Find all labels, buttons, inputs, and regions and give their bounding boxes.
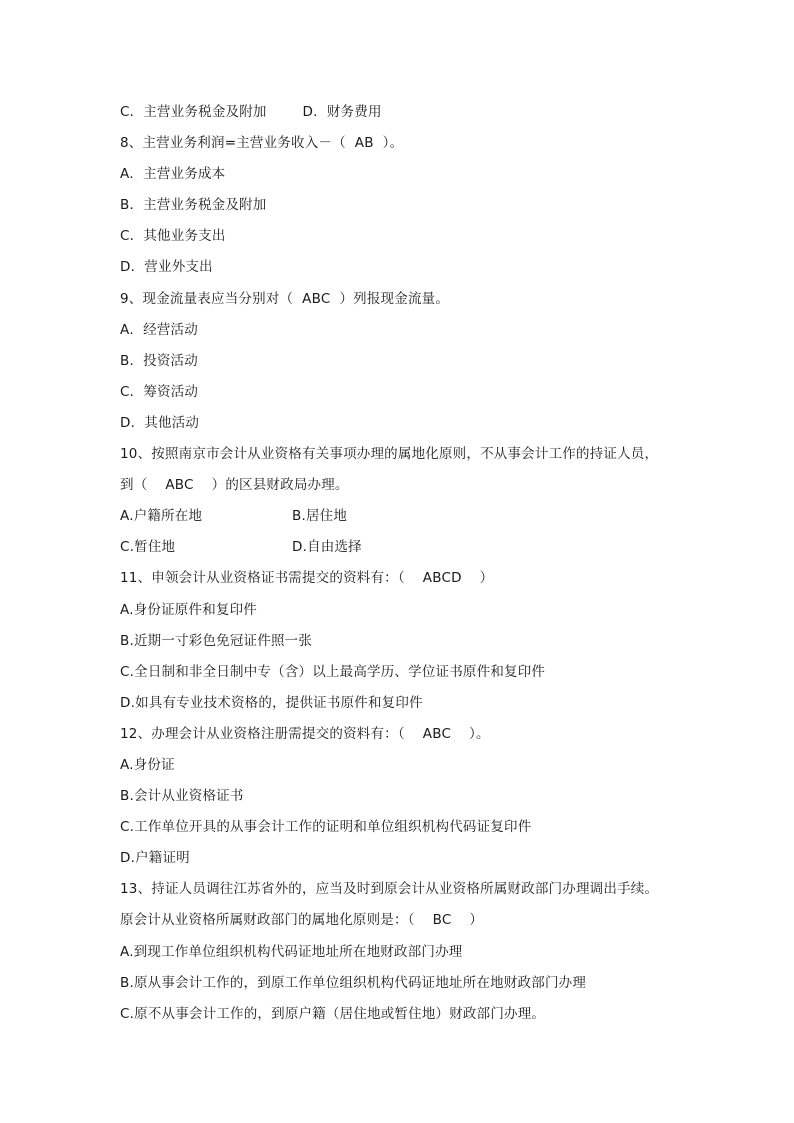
text-line: D．营业外支出	[120, 259, 213, 276]
text-line: B.近期一寸彩色免冠证件照一张	[120, 632, 313, 649]
text-line: A.到现工作单位组织机构代码证地址所在地财政部门办理	[120, 943, 463, 960]
text-line: 原会计从业资格所属财政部门的属地化原则是：（ BC ）	[120, 912, 484, 929]
text-line: A．主营业务成本	[120, 166, 226, 183]
text-line: 10、按照南京市会计从业资格有关事项办理的属地化原则，不从事会计工作的持证人员，	[120, 446, 659, 463]
text-line: B．投资活动	[120, 352, 198, 369]
text-line: B．主营业务税金及附加	[120, 197, 267, 214]
text-line: 8、主营业务利润=主营业务收入－（ AB ）。	[120, 135, 404, 152]
text-line: C.工作单位开具的从事会计工作的证明和单位组织机构代码证复印件	[120, 819, 532, 836]
text-line: A.户籍所在地 B.居住地	[120, 508, 348, 525]
text-line: C.暂住地 D.自由选择	[120, 539, 362, 556]
text-line: 到（ ABC ）的区县财政局办理。	[120, 477, 349, 494]
text-line: D.户籍证明	[120, 850, 190, 867]
text-line: A．经营活动	[120, 321, 198, 338]
document-body	[120, 100, 680, 1033]
text-line: A.身份证原件和复印件	[120, 601, 257, 618]
text-line: 12、办理会计从业资格注册需提交的资料有：（ ABC ）。	[120, 725, 490, 742]
text-line: B.会计从业资格证书	[120, 788, 244, 805]
text-line: C.原不从事会计工作的，到原户籍（居住地或暂住地）财政部门办理。	[120, 1005, 546, 1022]
text-line: 13、持证人员调往江苏省外的，应当及时到原会计从业资格所属财政部门办理调出手续。	[120, 881, 659, 898]
text-line: D．其他活动	[120, 414, 200, 431]
text-line: C．主营业务税金及附加 D．财务费用	[120, 104, 382, 120]
text-line: 11、申领会计从业资格证书需提交的资料有：（ ABCD ）	[120, 570, 494, 587]
text-line: 9、现金流量表应当分别对（ ABC ）列报现金流量。	[120, 290, 450, 307]
text-line: C.全日制和非全日制中专（含）以上最高学历、学位证书原件和复印件	[120, 663, 546, 680]
text-line: C．其他业务支出	[120, 228, 226, 245]
text-line: B.原从事会计工作的，到原工作单位组织机构代码证地址所在地财政部门办理	[120, 974, 587, 991]
text-line: D.如具有专业技术资格的，提供证书原件和复印件	[120, 694, 423, 711]
text-line: A.身份证	[120, 756, 175, 773]
text-line: C．筹资活动	[120, 383, 199, 400]
